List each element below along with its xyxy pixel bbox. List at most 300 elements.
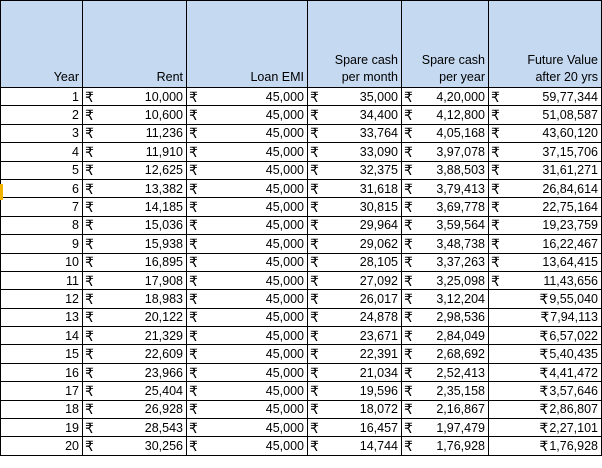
amount: 6,57,022 bbox=[549, 328, 598, 343]
currency-value bbox=[404, 217, 485, 233]
currency-value bbox=[491, 144, 598, 160]
cell-future-value[interactable] bbox=[489, 161, 602, 179]
rupee-symbol: ₹ bbox=[310, 143, 319, 160]
currency-value bbox=[491, 236, 598, 252]
cell-loan-emi[interactable] bbox=[187, 179, 308, 197]
rupee-symbol: ₹ bbox=[404, 272, 413, 289]
cell-loan-emi[interactable] bbox=[187, 235, 308, 253]
cell-spare-cash-per-month[interactable] bbox=[308, 271, 402, 289]
amount: 27,092 bbox=[359, 273, 398, 288]
cell-spare-cash-per-month[interactable] bbox=[308, 161, 402, 179]
cell-future-value[interactable] bbox=[489, 179, 602, 197]
currency-value bbox=[189, 254, 304, 270]
currency-value bbox=[404, 401, 485, 417]
cell-spare-cash-per-year[interactable] bbox=[402, 143, 489, 161]
table-row bbox=[1, 216, 602, 234]
rupee-symbol: ₹ bbox=[189, 401, 198, 418]
amount: 2,35,158 bbox=[436, 383, 485, 398]
amount: 45,000 bbox=[265, 420, 304, 435]
header-loan-emi[interactable]: Loan EMI bbox=[187, 1, 308, 88]
cell-future-value[interactable] bbox=[489, 400, 602, 418]
cell-loan-emi[interactable] bbox=[187, 198, 308, 216]
currency-value bbox=[85, 365, 183, 381]
cell-spare-cash-per-month[interactable] bbox=[308, 235, 402, 253]
currency-value bbox=[491, 199, 598, 215]
currency-value bbox=[310, 254, 398, 270]
cell-spare-cash-per-month[interactable] bbox=[308, 88, 402, 106]
cell-future-value[interactable] bbox=[489, 143, 602, 161]
currency-value bbox=[404, 346, 485, 362]
rupee-symbol: ₹ bbox=[404, 125, 413, 142]
table-row bbox=[1, 161, 602, 179]
table-row bbox=[1, 235, 602, 253]
rupee-symbol: ₹ bbox=[491, 254, 500, 271]
amount: 33,090 bbox=[359, 144, 398, 159]
cell-spare-cash-per-year[interactable] bbox=[402, 124, 489, 142]
cell-year[interactable]: 17 bbox=[1, 382, 83, 400]
cell-year[interactable]: 13 bbox=[1, 308, 83, 326]
cell-spare-cash-per-month[interactable] bbox=[308, 106, 402, 124]
amount: 3,25,098 bbox=[436, 273, 485, 288]
amount: 2,68,692 bbox=[436, 347, 485, 362]
cell-spare-cash-per-year[interactable] bbox=[402, 88, 489, 106]
currency-value bbox=[85, 162, 183, 178]
amount: 2,86,807 bbox=[549, 402, 598, 417]
currency-value bbox=[491, 291, 598, 307]
cell-spare-cash-per-year[interactable] bbox=[402, 290, 489, 308]
currency-value bbox=[491, 383, 598, 399]
cell-spare-cash-per-year[interactable] bbox=[402, 198, 489, 216]
amount: 22,391 bbox=[359, 347, 398, 362]
cell-loan-emi[interactable] bbox=[187, 308, 308, 326]
amount: 11,236 bbox=[145, 126, 183, 141]
amount: 29,062 bbox=[359, 236, 398, 251]
currency-value bbox=[491, 125, 598, 141]
cell-rent[interactable] bbox=[83, 88, 187, 106]
table-row bbox=[1, 198, 602, 216]
cell-year[interactable]: 14 bbox=[1, 327, 83, 345]
cell-loan-emi[interactable] bbox=[187, 419, 308, 437]
rupee-symbol: ₹ bbox=[85, 143, 94, 160]
amount: 35,000 bbox=[359, 89, 398, 104]
amount: 12,625 bbox=[144, 163, 183, 178]
rupee-symbol: ₹ bbox=[310, 327, 319, 344]
cell-rent[interactable] bbox=[83, 253, 187, 271]
cell-spare-cash-per-month[interactable] bbox=[308, 419, 402, 437]
amount: 21,034 bbox=[359, 365, 398, 380]
cell-year[interactable]: 11 bbox=[1, 271, 83, 289]
cell-spare-cash-per-month[interactable] bbox=[308, 437, 402, 455]
header-line: Spare cash bbox=[334, 53, 398, 67]
cell-year[interactable]: 5 bbox=[1, 161, 83, 179]
cell-future-value[interactable] bbox=[489, 253, 602, 271]
amount: 45,000 bbox=[265, 181, 304, 196]
cell-spare-cash-per-month[interactable] bbox=[308, 143, 402, 161]
cell-loan-emi[interactable] bbox=[187, 253, 308, 271]
amount: 33,764 bbox=[359, 126, 398, 141]
amount: 30,815 bbox=[359, 200, 398, 215]
currency-value bbox=[404, 365, 485, 381]
cell-loan-emi[interactable] bbox=[187, 400, 308, 418]
rupee-symbol: ₹ bbox=[404, 162, 413, 179]
amount: 15,036 bbox=[144, 218, 183, 233]
rupee-symbol: ₹ bbox=[404, 438, 413, 455]
cell-spare-cash-per-month[interactable] bbox=[308, 327, 402, 345]
header-rent[interactable]: Rent bbox=[83, 1, 187, 88]
header-future-value[interactable] bbox=[489, 1, 602, 88]
currency-value bbox=[310, 236, 398, 252]
currency-value bbox=[189, 328, 304, 344]
cell-loan-emi[interactable] bbox=[187, 106, 308, 124]
row-selection-marker bbox=[0, 184, 3, 200]
rupee-symbol: ₹ bbox=[85, 199, 94, 216]
header-line: per month bbox=[341, 70, 398, 84]
cell-rent[interactable] bbox=[83, 271, 187, 289]
currency-value bbox=[310, 162, 398, 178]
cell-year[interactable]: 20 bbox=[1, 437, 83, 455]
table-row bbox=[1, 308, 602, 326]
header-spare-cash-per-year[interactable] bbox=[402, 1, 489, 88]
cell-future-value[interactable] bbox=[489, 419, 602, 437]
currency-value bbox=[85, 401, 183, 417]
rupee-symbol: ₹ bbox=[85, 419, 94, 436]
cell-future-value[interactable] bbox=[489, 437, 602, 455]
amount: 45,000 bbox=[265, 291, 304, 306]
cell-spare-cash-per-month[interactable] bbox=[308, 290, 402, 308]
amount: 45,000 bbox=[265, 310, 304, 325]
cell-spare-cash-per-year[interactable] bbox=[402, 345, 489, 363]
amount: 1,76,928 bbox=[436, 439, 485, 454]
cell-loan-emi[interactable] bbox=[187, 382, 308, 400]
amount: 26,928 bbox=[144, 402, 183, 417]
cell-future-value[interactable] bbox=[489, 124, 602, 142]
cell-spare-cash-per-month[interactable] bbox=[308, 308, 402, 326]
cell-year[interactable]: 8 bbox=[1, 216, 83, 234]
amount: 28,105 bbox=[359, 255, 398, 270]
rupee-symbol: ₹ bbox=[491, 235, 500, 252]
cell-rent[interactable] bbox=[83, 161, 187, 179]
currency-value bbox=[310, 401, 398, 417]
currency-value bbox=[189, 125, 304, 141]
amount: 3,12,204 bbox=[436, 291, 485, 306]
rupee-symbol: ₹ bbox=[189, 199, 198, 216]
cell-rent[interactable] bbox=[83, 198, 187, 216]
cell-future-value[interactable] bbox=[489, 88, 602, 106]
cell-spare-cash-per-year[interactable] bbox=[402, 161, 489, 179]
amount: 29,964 bbox=[359, 218, 398, 233]
cell-spare-cash-per-year[interactable] bbox=[402, 400, 489, 418]
cell-year[interactable]: 7 bbox=[1, 198, 83, 216]
amount: 32,375 bbox=[359, 163, 398, 178]
currency-value bbox=[404, 383, 485, 399]
rupee-symbol: ₹ bbox=[404, 180, 413, 197]
rupee-symbol: ₹ bbox=[491, 125, 500, 142]
currency-value bbox=[85, 217, 183, 233]
rupee-symbol: ₹ bbox=[310, 254, 319, 271]
cell-future-value[interactable] bbox=[489, 382, 602, 400]
amount: 34,400 bbox=[359, 108, 398, 123]
amount: 1,97,479 bbox=[436, 420, 485, 435]
currency-value bbox=[189, 401, 304, 417]
currency-value bbox=[189, 365, 304, 381]
amount: 59,77,344 bbox=[542, 89, 598, 104]
cell-year[interactable]: 4 bbox=[1, 143, 83, 161]
cell-spare-cash-per-year[interactable] bbox=[402, 437, 489, 455]
cell-future-value[interactable] bbox=[489, 235, 602, 253]
cell-spare-cash-per-year[interactable] bbox=[402, 253, 489, 271]
cell-loan-emi[interactable] bbox=[187, 124, 308, 142]
currency-value bbox=[404, 328, 485, 344]
currency-value bbox=[85, 438, 183, 454]
cell-rent[interactable] bbox=[83, 106, 187, 124]
cell-loan-emi[interactable] bbox=[187, 143, 308, 161]
rupee-symbol: ₹ bbox=[491, 107, 500, 124]
currency-value bbox=[310, 89, 398, 105]
amount: 13,382 bbox=[144, 181, 183, 196]
currency-value bbox=[85, 144, 183, 160]
header-line: Spare cash bbox=[421, 53, 485, 67]
table-row bbox=[1, 290, 602, 308]
cell-spare-cash-per-month[interactable] bbox=[308, 382, 402, 400]
amount: 45,000 bbox=[265, 236, 304, 251]
currency-value bbox=[189, 273, 304, 289]
cell-rent[interactable] bbox=[83, 363, 187, 381]
cell-loan-emi[interactable] bbox=[187, 290, 308, 308]
currency-value bbox=[85, 236, 183, 252]
amount: 13,64,415 bbox=[542, 255, 598, 270]
amount: 3,57,646 bbox=[549, 383, 598, 398]
cell-spare-cash-per-year[interactable] bbox=[402, 363, 489, 381]
rupee-symbol: ₹ bbox=[189, 107, 198, 124]
rupee-symbol: ₹ bbox=[539, 346, 549, 363]
currency-value bbox=[85, 89, 183, 105]
cell-spare-cash-per-month[interactable] bbox=[308, 363, 402, 381]
amount: 4,05,168 bbox=[436, 126, 485, 141]
cell-spare-cash-per-month[interactable] bbox=[308, 400, 402, 418]
cell-year[interactable]: 18 bbox=[1, 400, 83, 418]
currency-value bbox=[404, 291, 485, 307]
cell-future-value[interactable] bbox=[489, 327, 602, 345]
cell-year[interactable]: 9 bbox=[1, 235, 83, 253]
cell-spare-cash-per-year[interactable] bbox=[402, 106, 489, 124]
amount: 1,76,928 bbox=[549, 439, 598, 454]
cell-rent[interactable] bbox=[83, 437, 187, 455]
amount: 11,910 bbox=[145, 144, 183, 159]
currency-value bbox=[85, 107, 183, 123]
currency-value bbox=[189, 144, 304, 160]
header-line: after 20 yrs bbox=[535, 70, 598, 84]
cell-year[interactable]: 6 bbox=[1, 179, 83, 197]
cell-loan-emi[interactable] bbox=[187, 345, 308, 363]
cell-spare-cash-per-month[interactable] bbox=[308, 124, 402, 142]
cell-spare-cash-per-year[interactable] bbox=[402, 179, 489, 197]
cell-year[interactable]: 1 bbox=[1, 88, 83, 106]
cell-loan-emi[interactable] bbox=[187, 363, 308, 381]
rupee-symbol: ₹ bbox=[310, 272, 319, 289]
currency-value bbox=[491, 181, 598, 197]
cell-loan-emi[interactable] bbox=[187, 88, 308, 106]
cell-year[interactable]: 3 bbox=[1, 124, 83, 142]
currency-value bbox=[404, 438, 485, 454]
currency-value bbox=[85, 328, 183, 344]
amount: 17,908 bbox=[144, 273, 183, 288]
cell-rent[interactable] bbox=[83, 143, 187, 161]
cell-loan-emi[interactable] bbox=[187, 216, 308, 234]
currency-value bbox=[189, 291, 304, 307]
cell-spare-cash-per-year[interactable] bbox=[402, 382, 489, 400]
currency-value bbox=[491, 438, 598, 454]
cell-spare-cash-per-year[interactable] bbox=[402, 235, 489, 253]
currency-value bbox=[491, 401, 598, 417]
currency-value bbox=[491, 162, 598, 178]
currency-value bbox=[404, 254, 485, 270]
currency-value bbox=[310, 365, 398, 381]
currency-value bbox=[310, 125, 398, 141]
cell-year[interactable]: 16 bbox=[1, 363, 83, 381]
table-row bbox=[1, 143, 602, 161]
amount: 43,60,120 bbox=[542, 126, 598, 141]
cell-loan-emi[interactable] bbox=[187, 271, 308, 289]
rupee-symbol: ₹ bbox=[539, 364, 549, 381]
currency-value bbox=[491, 89, 598, 105]
cell-spare-cash-per-year[interactable] bbox=[402, 308, 489, 326]
amount: 31,61,271 bbox=[542, 163, 598, 178]
rupee-symbol: ₹ bbox=[189, 364, 198, 381]
rupee-symbol: ₹ bbox=[85, 217, 94, 234]
currency-value bbox=[85, 291, 183, 307]
cell-loan-emi[interactable] bbox=[187, 437, 308, 455]
currency-value bbox=[310, 291, 398, 307]
cell-spare-cash-per-year[interactable] bbox=[402, 419, 489, 437]
rupee-symbol: ₹ bbox=[85, 162, 94, 179]
cell-spare-cash-per-month[interactable] bbox=[308, 253, 402, 271]
currency-value bbox=[310, 144, 398, 160]
currency-value bbox=[189, 199, 304, 215]
rupee-symbol: ₹ bbox=[404, 309, 413, 326]
cell-rent[interactable] bbox=[83, 308, 187, 326]
amount: 2,52,413 bbox=[436, 365, 485, 380]
currency-value bbox=[189, 107, 304, 123]
rupee-symbol: ₹ bbox=[85, 327, 94, 344]
cell-rent[interactable] bbox=[83, 382, 187, 400]
amount: 45,000 bbox=[265, 89, 304, 104]
table-row bbox=[1, 88, 602, 106]
rupee-symbol: ₹ bbox=[310, 125, 319, 142]
amount: 45,000 bbox=[265, 218, 304, 233]
cell-spare-cash-per-month[interactable] bbox=[308, 198, 402, 216]
cell-spare-cash-per-month[interactable] bbox=[308, 216, 402, 234]
amount: 10,600 bbox=[144, 108, 183, 123]
cell-rent[interactable] bbox=[83, 179, 187, 197]
cell-year[interactable]: 2 bbox=[1, 106, 83, 124]
rupee-symbol: ₹ bbox=[404, 382, 413, 399]
amount: 45,000 bbox=[265, 163, 304, 178]
rupee-symbol: ₹ bbox=[310, 309, 319, 326]
currency-value bbox=[404, 89, 485, 105]
cell-rent[interactable] bbox=[83, 419, 187, 437]
cell-loan-emi[interactable] bbox=[187, 161, 308, 179]
table-row bbox=[1, 271, 602, 289]
amount: 25,404 bbox=[144, 383, 183, 398]
cell-future-value[interactable] bbox=[489, 271, 602, 289]
amount: 30,256 bbox=[144, 439, 183, 454]
rupee-symbol: ₹ bbox=[404, 199, 413, 216]
cell-future-value[interactable] bbox=[489, 308, 602, 326]
cell-rent[interactable] bbox=[83, 216, 187, 234]
rupee-symbol: ₹ bbox=[85, 309, 94, 326]
cell-future-value[interactable] bbox=[489, 363, 602, 381]
amount: 3,59,564 bbox=[436, 218, 485, 233]
cell-future-value[interactable] bbox=[489, 290, 602, 308]
rupee-symbol: ₹ bbox=[404, 401, 413, 418]
rupee-symbol: ₹ bbox=[491, 199, 500, 216]
currency-value bbox=[189, 217, 304, 233]
header-year[interactable]: Year bbox=[1, 1, 83, 88]
cell-future-value[interactable] bbox=[489, 345, 602, 363]
cell-rent[interactable] bbox=[83, 235, 187, 253]
amount: 22,609 bbox=[144, 347, 183, 362]
rupee-symbol: ₹ bbox=[310, 88, 319, 105]
cell-year[interactable]: 12 bbox=[1, 290, 83, 308]
rupee-symbol: ₹ bbox=[404, 364, 413, 381]
rupee-symbol: ₹ bbox=[310, 382, 319, 399]
rupee-symbol: ₹ bbox=[85, 180, 94, 197]
cell-loan-emi[interactable] bbox=[187, 327, 308, 345]
cell-spare-cash-per-month[interactable] bbox=[308, 179, 402, 197]
rupee-symbol: ₹ bbox=[491, 143, 500, 160]
rupee-symbol: ₹ bbox=[404, 290, 413, 307]
cell-rent[interactable] bbox=[83, 290, 187, 308]
cell-year[interactable]: 15 bbox=[1, 345, 83, 363]
rupee-symbol: ₹ bbox=[85, 346, 94, 363]
header-line: Future Value bbox=[527, 53, 598, 67]
currency-value bbox=[85, 383, 183, 399]
rupee-symbol: ₹ bbox=[85, 272, 94, 289]
cell-spare-cash-per-month[interactable] bbox=[308, 345, 402, 363]
amount: 51,08,587 bbox=[542, 108, 598, 123]
amount: 4,12,800 bbox=[436, 108, 485, 123]
currency-value bbox=[404, 144, 485, 160]
cell-rent[interactable] bbox=[83, 327, 187, 345]
amount: 22,75,164 bbox=[542, 200, 598, 215]
cell-year[interactable]: 19 bbox=[1, 419, 83, 437]
cell-rent[interactable] bbox=[83, 124, 187, 142]
cell-spare-cash-per-year[interactable] bbox=[402, 271, 489, 289]
amount: 45,000 bbox=[265, 328, 304, 343]
amount: 45,000 bbox=[265, 365, 304, 380]
currency-value bbox=[310, 420, 398, 436]
rupee-symbol: ₹ bbox=[539, 382, 549, 399]
amount: 11,43,656 bbox=[543, 273, 598, 288]
cell-future-value[interactable] bbox=[489, 106, 602, 124]
cell-future-value[interactable] bbox=[489, 216, 602, 234]
currency-value bbox=[404, 181, 485, 197]
cell-year[interactable]: 10 bbox=[1, 253, 83, 271]
cell-rent[interactable] bbox=[83, 345, 187, 363]
table-row bbox=[1, 327, 602, 345]
cell-spare-cash-per-year[interactable] bbox=[402, 216, 489, 234]
amount: 26,017 bbox=[359, 291, 398, 306]
amount: 18,983 bbox=[144, 291, 183, 306]
cell-spare-cash-per-year[interactable] bbox=[402, 327, 489, 345]
header-spare-cash-per-month[interactable] bbox=[308, 1, 402, 88]
currency-value bbox=[85, 273, 183, 289]
cell-future-value[interactable] bbox=[489, 198, 602, 216]
amount: 2,98,536 bbox=[436, 310, 485, 325]
rupee-symbol: ₹ bbox=[85, 382, 94, 399]
cell-rent[interactable] bbox=[83, 400, 187, 418]
amount: 26,84,614 bbox=[542, 181, 598, 196]
